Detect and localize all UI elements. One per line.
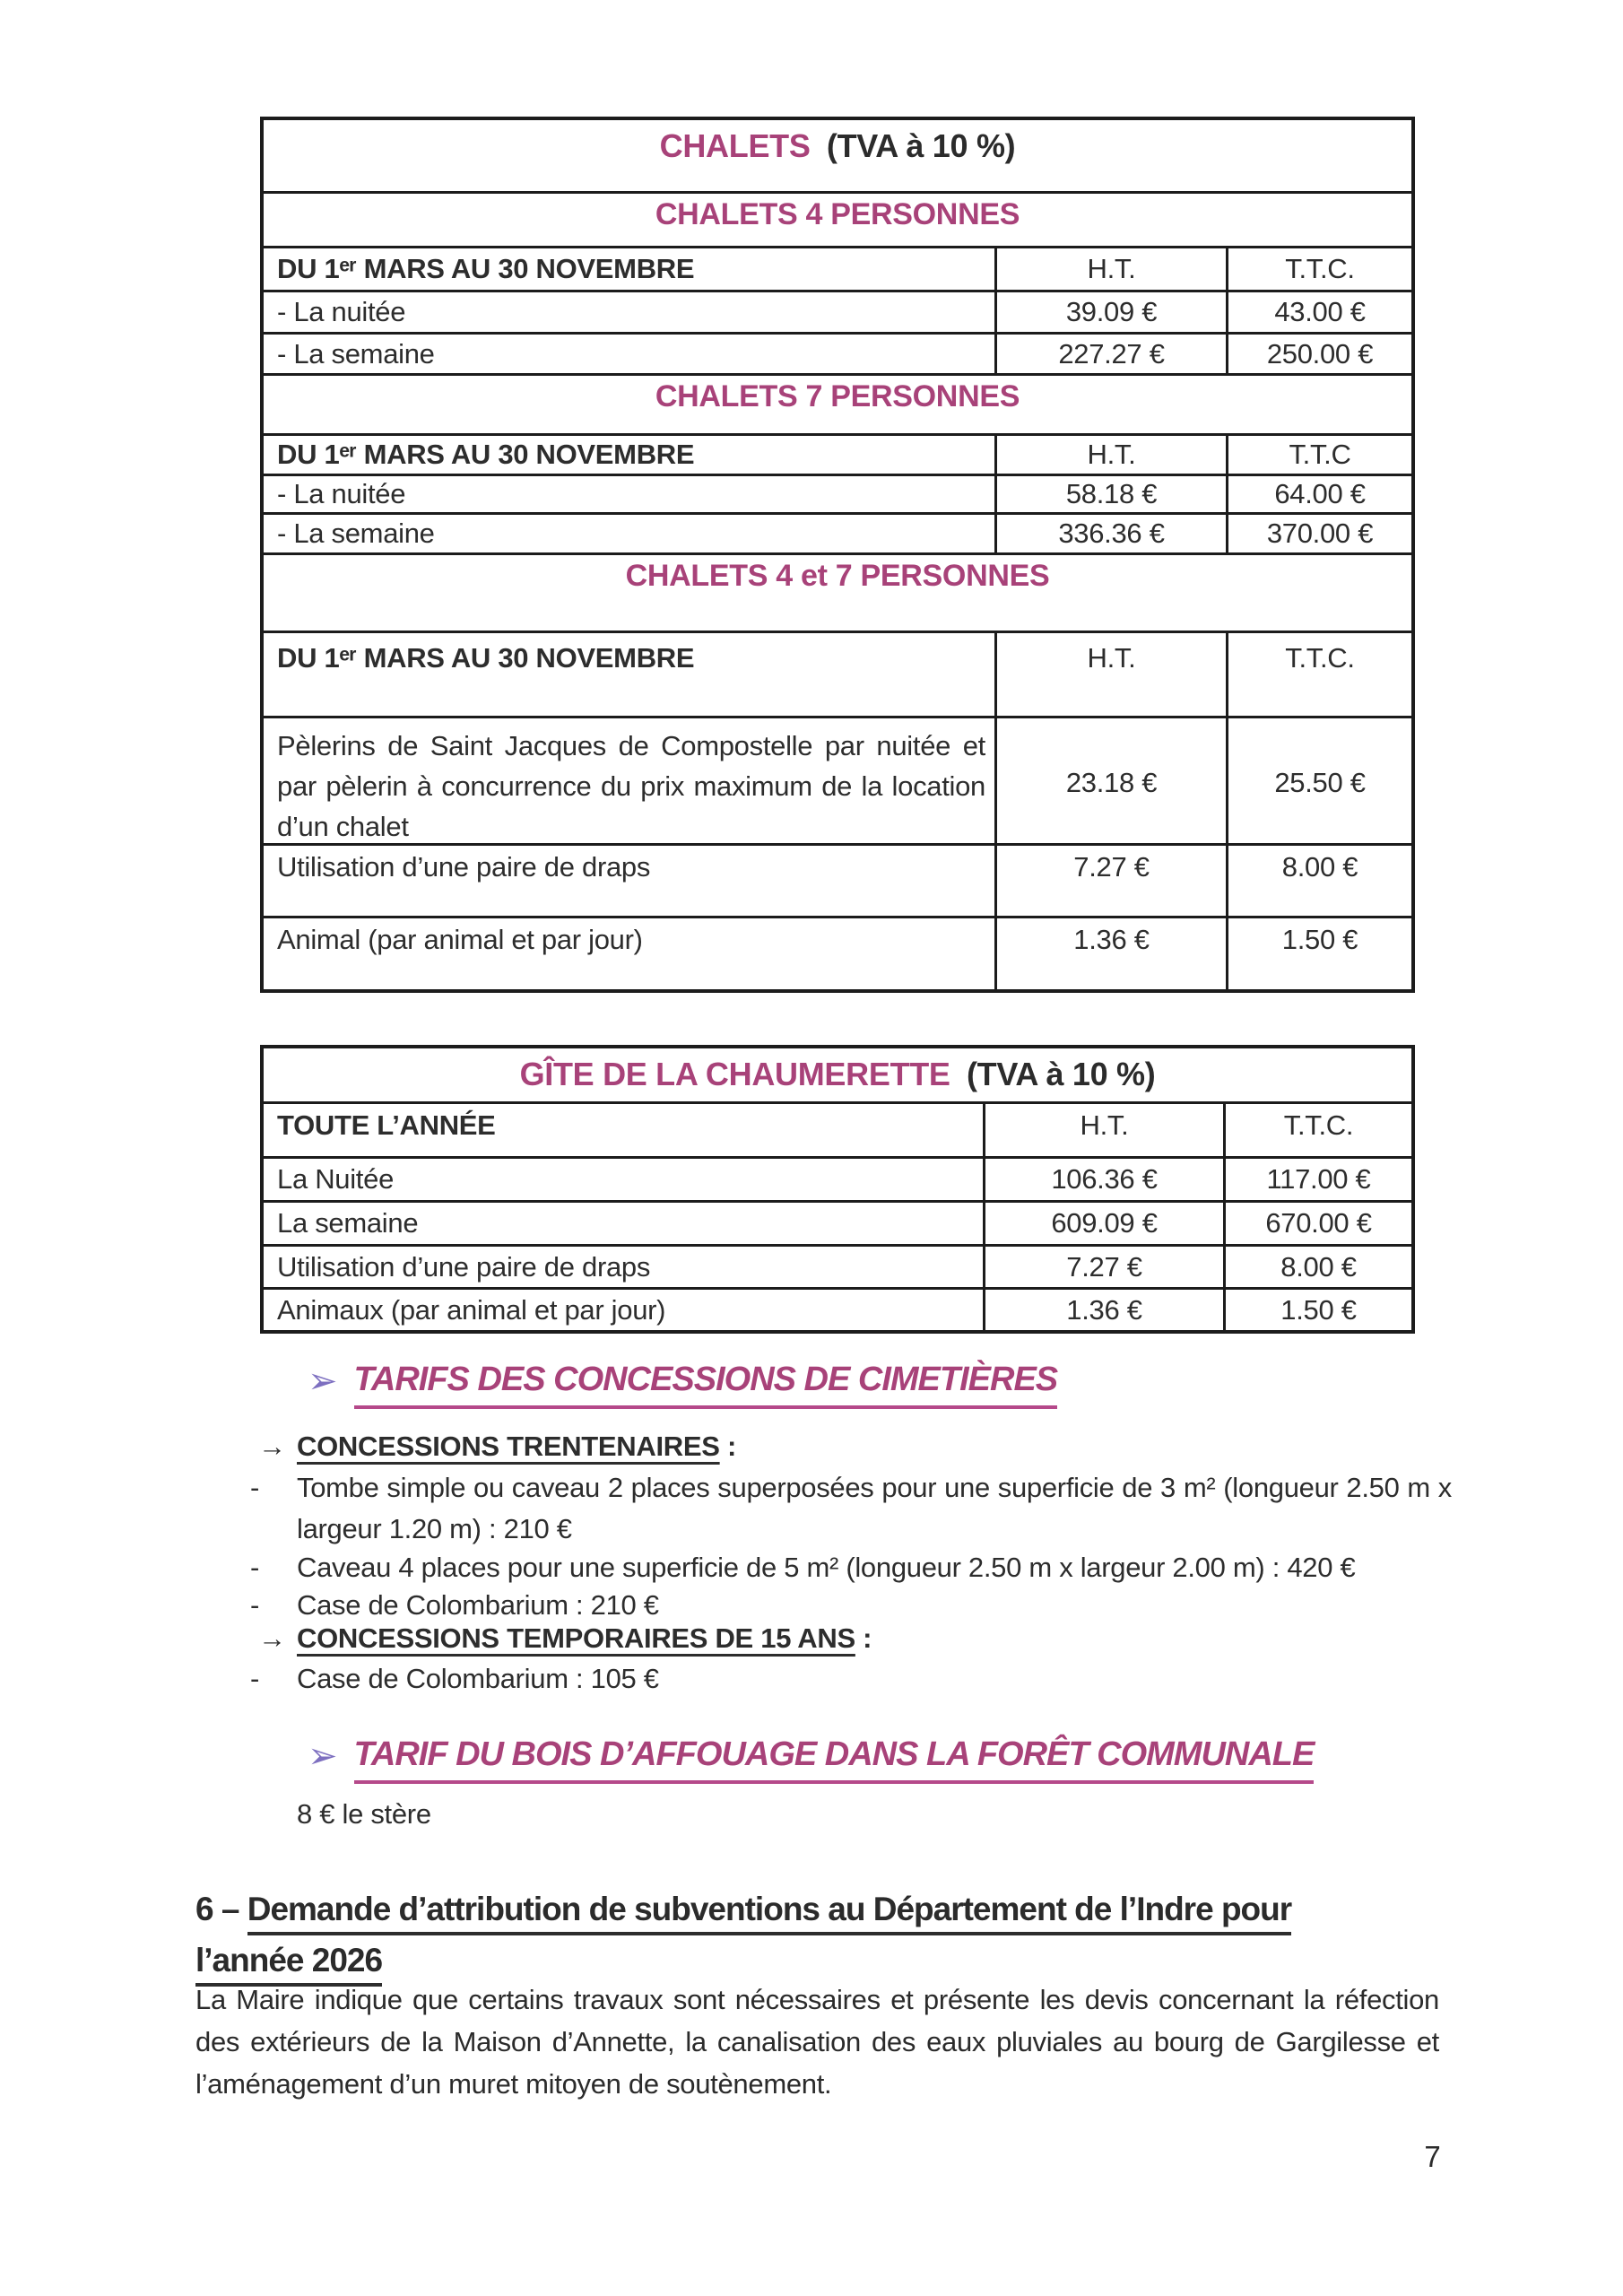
period-label: DU 1ᵉʳ MARS AU 30 NOVEMBRE bbox=[277, 642, 695, 674]
arrow-icon: → bbox=[258, 1622, 286, 1654]
section6-heading bbox=[195, 1883, 1291, 1986]
price-ht: 1.36 € bbox=[994, 918, 1226, 989]
price-ttc: 370.00 € bbox=[1226, 515, 1411, 552]
table-row bbox=[264, 474, 1411, 512]
row-label: - La semaine bbox=[277, 337, 435, 370]
price-ht: 23.18 € bbox=[994, 718, 1226, 847]
chalets47-header-row bbox=[264, 631, 1411, 716]
ht-header: H.T. bbox=[994, 248, 1226, 290]
ht-header: H.T. bbox=[983, 1104, 1223, 1156]
list-item-colombarium-210: Case de Colombarium : 210 € bbox=[297, 1589, 659, 1621]
chalets7-subtitle: CHALETS 7 PERSONNES bbox=[655, 379, 1020, 413]
section6-title-part1: Demande d’attribution de subventions au Département de l’Indre pour bbox=[247, 1891, 1291, 1935]
list-item-colombarium-105: Case de Colombarium : 105 € bbox=[297, 1663, 659, 1694]
chevron-bullet-icon: ➢ bbox=[308, 1736, 338, 1776]
chalets4-header-row bbox=[264, 246, 1411, 290]
chalets-title: CHALETS bbox=[659, 127, 811, 164]
row-label: La semaine bbox=[277, 1207, 419, 1239]
ttc-header: T.T.C. bbox=[1226, 248, 1411, 290]
chalets-title-row bbox=[264, 120, 1411, 191]
price-ttc: 1.50 € bbox=[1223, 1290, 1411, 1330]
table-row-pelerins bbox=[264, 716, 1411, 843]
chalets4-subtitle: CHALETS 4 PERSONNES bbox=[655, 197, 1020, 231]
row-label: Animal (par animal et par jour) bbox=[277, 924, 643, 955]
price-ttc: 43.00 € bbox=[1226, 292, 1411, 332]
table-row bbox=[264, 1200, 1411, 1244]
table-row bbox=[264, 512, 1411, 552]
row-label: - La nuitée bbox=[277, 478, 406, 509]
chalets7-subtitle-row bbox=[264, 373, 1411, 433]
ht-header: H.T. bbox=[994, 633, 1226, 716]
table-row bbox=[264, 1287, 1411, 1330]
section6-title-part2: l’année 2026 bbox=[195, 1942, 382, 1987]
price-ht: 39.09 € bbox=[994, 292, 1226, 332]
price-ttc: 1.50 € bbox=[1226, 918, 1411, 989]
price-ttc: 8.00 € bbox=[1223, 1247, 1411, 1287]
price-ht: 7.27 € bbox=[983, 1247, 1223, 1287]
bois-heading-text: TARIF DU BOIS D’AFFOUAGE DANS LA FORÊT COMMUNALE bbox=[354, 1736, 1315, 1784]
ttc-header: T.T.C bbox=[1226, 436, 1411, 474]
price-ttc: 25.50 € bbox=[1226, 718, 1411, 847]
row-label: La Nuitée bbox=[277, 1163, 395, 1195]
chevron-bullet-icon: ➢ bbox=[308, 1361, 338, 1401]
arrow-icon: → bbox=[258, 1431, 286, 1462]
list-dash: - bbox=[250, 1589, 260, 1621]
price-ht: 106.36 € bbox=[983, 1159, 1223, 1200]
table-row bbox=[264, 290, 1411, 332]
row-label: Animaux (par animal et par jour) bbox=[277, 1293, 666, 1326]
ht-header: H.T. bbox=[994, 436, 1226, 474]
gite-header-row bbox=[264, 1101, 1411, 1156]
section6-number: 6 – bbox=[195, 1891, 247, 1927]
chalets47-subtitle-row bbox=[264, 552, 1411, 631]
price-ttc: 670.00 € bbox=[1223, 1203, 1411, 1244]
colon: : bbox=[719, 1431, 736, 1462]
list-dash: - bbox=[250, 1663, 260, 1694]
list-item-caveau: Caveau 4 places pour une superficie de 5 m² (longueur 2.50 m x largeur 2.00 m) : 420 € bbox=[297, 1552, 1356, 1583]
list-item-tombe: Tombe simple ou caveau 2 places superposées pour une superficie de 3 m² (longueur 2.50 m x largeur 1.20 m) : 210 € bbox=[297, 1472, 1452, 1544]
ttc-header: T.T.C. bbox=[1226, 633, 1411, 716]
cimetieres-heading-text: TARIFS DES CONCESSIONS DE CIMETIÈRES bbox=[354, 1361, 1058, 1409]
table-row bbox=[264, 1156, 1411, 1200]
pelerins-line3: d’un chalet bbox=[277, 811, 409, 842]
gite-title-tva: (TVA à 10 %) bbox=[966, 1056, 1156, 1092]
list-dash: - bbox=[250, 1472, 260, 1503]
gite-table bbox=[260, 1045, 1415, 1334]
gite-title-row bbox=[264, 1048, 1411, 1101]
bois-price-line: 8 € le stère bbox=[297, 1798, 431, 1830]
chalets-title-tva: (TVA à 10 %) bbox=[826, 127, 1016, 164]
page-number: 7 bbox=[1424, 2140, 1441, 2173]
price-ttc: 250.00 € bbox=[1226, 335, 1411, 373]
temporaires-label: CONCESSIONS TEMPORAIRES DE 15 ANS bbox=[297, 1622, 855, 1654]
table-row bbox=[264, 1244, 1411, 1287]
row-label: - La nuitée bbox=[277, 296, 406, 327]
row-label: - La semaine bbox=[277, 517, 435, 549]
section6-paragraph: La Maire indique que certains travaux sont nécessaires et présente les devis concernant la réfection des extérieurs de la Maison d’Annette, la canalisation des eaux pluviales au bourg de Gargilesse et l’aménagement d’un muret mitoyen de soutènement. bbox=[195, 1984, 1439, 2100]
table-row bbox=[264, 916, 1411, 989]
gite-title: GÎTE DE LA CHAUMERETTE bbox=[519, 1056, 950, 1092]
period-label: DU 1ᵉʳ MARS AU 30 NOVEMBRE bbox=[277, 439, 695, 470]
chalets4-subtitle-row bbox=[264, 191, 1411, 246]
price-ht: 227.27 € bbox=[994, 335, 1226, 373]
pelerins-line2: par pèlerin à concurrence du prix maximum de la location bbox=[277, 770, 985, 802]
trentenaires-label: CONCESSIONS TRENTENAIRES bbox=[297, 1431, 720, 1462]
period-label: TOUTE L’ANNÉE bbox=[277, 1109, 496, 1141]
price-ht: 7.27 € bbox=[994, 846, 1226, 916]
pelerins-line1: Pèlerins de Saint Jacques de Compostelle par nuitée et bbox=[277, 730, 985, 761]
cimetieres-heading bbox=[308, 1361, 1057, 1409]
colon: : bbox=[855, 1622, 872, 1654]
row-label: Utilisation d’une paire de draps bbox=[277, 851, 651, 883]
temporaires-line bbox=[258, 1620, 872, 1657]
ttc-header: T.T.C. bbox=[1223, 1104, 1411, 1156]
chalets-table bbox=[260, 117, 1415, 993]
period-label: DU 1ᵉʳ MARS AU 30 NOVEMBRE bbox=[277, 253, 695, 284]
bois-heading bbox=[308, 1736, 1314, 1784]
chalets7-header-row bbox=[264, 433, 1411, 474]
chalets47-subtitle: CHALETS 4 et 7 PERSONNES bbox=[625, 559, 1050, 593]
section6-heading-line1 bbox=[195, 1883, 1291, 1935]
table-row bbox=[264, 843, 1411, 916]
price-ht: 1.36 € bbox=[983, 1290, 1223, 1330]
price-ht: 336.36 € bbox=[994, 515, 1226, 552]
price-ttc: 64.00 € bbox=[1226, 476, 1411, 512]
price-ht: 609.09 € bbox=[983, 1203, 1223, 1244]
price-ht: 58.18 € bbox=[994, 476, 1226, 512]
row-label: Utilisation d’une paire de draps bbox=[277, 1250, 651, 1283]
price-ttc: 117.00 € bbox=[1223, 1159, 1411, 1200]
list-dash: - bbox=[250, 1552, 260, 1583]
price-ttc: 8.00 € bbox=[1226, 846, 1411, 916]
trentenaires-line bbox=[258, 1428, 736, 1465]
row-label bbox=[264, 718, 994, 847]
table-row bbox=[264, 332, 1411, 373]
